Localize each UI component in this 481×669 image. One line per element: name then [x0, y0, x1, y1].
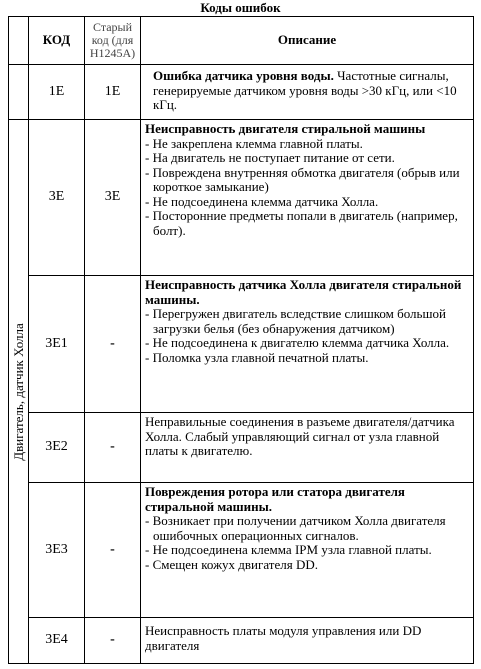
list-item: - Посторонние предметы попали в двигатель (например, болт).	[145, 208, 458, 238]
list-item: - Не подсоединена к двигателю клемма датчика Холла.	[145, 335, 450, 350]
list-item: - Перегружен двигатель вследствие слишком большой загрузки белья (без обнаружения датчиком)	[145, 306, 446, 336]
description-cell	[141, 120, 474, 276]
list-item: - Не подсоединена клемма IPM узла главной платы.	[145, 542, 432, 557]
list-item: - Не подсоединена клемма датчика Холла.	[145, 193, 379, 209]
description-heading: Ошибка датчика уровня воды.	[153, 68, 334, 83]
code-cell: 3E1	[29, 276, 85, 413]
code-header: КОД	[29, 17, 85, 65]
old-code-cell: 3E	[85, 120, 141, 276]
group-cell	[9, 120, 29, 664]
description-text: Неправильные соединения в разъеме двигателя/датчика Холла. Слабый управляющий сигнал от узла главной платы к двигателю.	[145, 414, 455, 458]
description-cell	[141, 618, 474, 664]
table-row	[9, 413, 474, 483]
old-code-cell: 1E	[85, 65, 141, 120]
group-header	[9, 17, 29, 65]
group-label: Двигатель, датчик Холла	[10, 322, 26, 461]
table-row	[9, 120, 474, 276]
code-cell: 1E	[29, 65, 85, 120]
description-header: Описание	[141, 17, 474, 65]
description-cell	[141, 413, 474, 483]
description-cell	[141, 276, 474, 413]
list-item: - Не закреплена клемма главной платы.	[145, 135, 363, 151]
description-cell	[141, 483, 474, 618]
old-code-cell: -	[85, 413, 141, 483]
list-item: - Смещен кожух двигателя DD.	[145, 556, 318, 572]
list-item: - Поломка узла главной печатной платы.	[145, 349, 369, 365]
description-cell	[141, 65, 474, 120]
table-title: Коды ошибок	[200, 0, 281, 15]
table-row	[9, 618, 474, 664]
code-cell: 3E4	[29, 618, 85, 664]
code-cell: 3E2	[29, 413, 85, 483]
table-row	[9, 483, 474, 618]
old-code-cell: -	[85, 618, 141, 664]
code-cell: 3E	[29, 120, 85, 276]
list-item: - Возникает при получении датчиком Холла двигателя ошибочных операционных сигналов.	[145, 513, 446, 543]
old-code-cell: -	[85, 276, 141, 413]
list-item: - Повреждена внутренняя обмотка двигателя (обрыв или короткое замыкание)	[145, 164, 460, 194]
table-row	[9, 65, 474, 120]
description-heading: Неисправность датчика Холла двигателя стиральной машины.	[145, 277, 462, 307]
header-row	[9, 17, 474, 65]
description-text: Частотные сигналы, генерируемые датчиком уровня воды >30 кГц, или <10 кГц.	[153, 68, 457, 112]
description-text: Неисправность платы модуля управления или DD двигателя	[145, 623, 422, 653]
table-row	[9, 276, 474, 413]
description-heading: Неисправность двигателя стиральной машины	[145, 121, 426, 136]
code-cell: 3E3	[29, 483, 85, 618]
error-codes-table	[8, 16, 474, 664]
old-code-cell: -	[85, 483, 141, 618]
old-code-header: Старый код (для H1245A)	[85, 17, 141, 65]
description-heading: Повреждения ротора или статора двигателя стиральной машины.	[145, 484, 405, 514]
empty-group-cell	[9, 65, 29, 120]
list-item: - На двигатель не поступает питание от сети.	[145, 150, 395, 165]
